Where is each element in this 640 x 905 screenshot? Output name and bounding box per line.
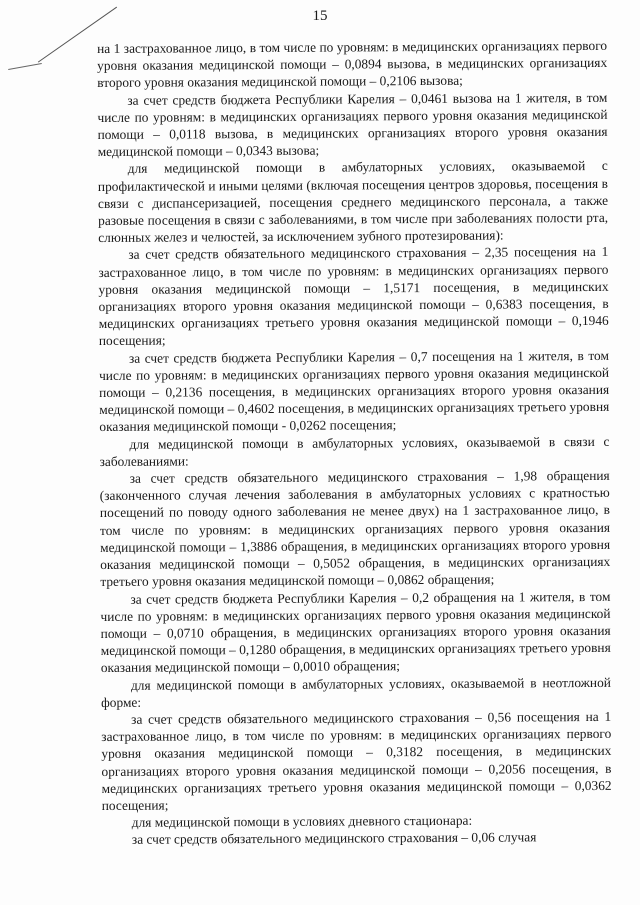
paragraph: за счет средств обязательного медицинского страхования – 0,56 посещения на 1 застрахованное лицо, в том числе по уровням: в медицинских организациях первого уровня оказания медицинской помощи – 0,3182 посещения, в медицинских организациях второго уровня оказания медицинской помощи – 0,2056 посещения, в медицинских организациях третьего уровня оказания медицинской помощи – 0,0362 посещения; [101,708,612,813]
paragraph: за счет средств обязательного медицинского страхования – 2,35 посещения на 1 застрахованное лицо, в том числе по уровням: в медицинских организациях первого уровня оказания медицинской помощи – 1,5171 посещения, в медицинских организациях второго уровня оказания медицинской помощи – 0,6383 посещения, в медицинских организациях третьего уровня оказания медицинской помощи – 0,1946 посещения; [98,244,609,349]
paragraph: для медицинской помощи в амбулаторных условиях, оказываемой в связи с заболеваниями: [99,433,610,469]
paragraph: за счет средств бюджета Республики Карелия – 0,7 посещения на 1 жителя, в том числе по уровням: в медицинских организациях первого уровня оказания медицинской помощи – 0,2136 посещения, в медицинских организациях второго уровня оказания медицинской помощи – 0,4602 посещения, в медицинских организациях третьего уровня оказания медицинской помощи - 0,0262 посещения; [99,347,610,435]
paragraph: для медицинской помощи в амбулаторных условиях, оказываемой с профилактической и иными целями (включая посещения центров здоровья, посещения в связи с диспансеризацией, посещения среднего медицинского персонала, а также разовые посещения в связи с заболеваниями, в том числе при заболеваниях полости рта, слюнных желез и челюстей, за исключением зубного протезирования): [97,158,609,246]
paragraph: для медицинской помощи в амбулаторных условиях, оказываемой в неотложной форме: [100,674,611,710]
paragraph: за счет средств бюджета Республики Карелия – 0,0461 вызова на 1 жителя, в том числе по уровням: в медицинских организациях первого уровня оказания медицинской помощи – 0,0118 вызова, в медицинских организациях второго уровня оказания медицинской помощи – 0,0343 вызова; [97,89,608,160]
paragraph: на 1 застрахованное лицо, в том числе по уровням: в медицинских организациях первого уровня оказания медицинской помощи – 0,0894 вызова, в медицинских организациях второго уровня оказания медицинской помощи – 0,2106 вызова; [97,37,608,91]
document-body [97,37,612,849]
paragraph: для медицинской помощи в условиях дневного стационара: [131,812,473,830]
page-number: 15 [312,8,328,24]
paragraph: за счет средств обязательного медицинского страхования – 0,06 случая [131,829,537,848]
paragraph: за счет средств обязательного медицинского страхования – 1,98 обращения (законченного случая лечения заболевания в амбулаторных условиях с кратностью посещений по поводу одного заболевания не менее двух) на 1 застрахованное лицо, в том числе по уровням: в медицинских организациях первого уровня оказания медицинской помощи – 1,3886 обращения, в медицинских организациях второго уровня оказания медицинской помощи – 0,5052 обращения, в медицинских организациях третьего уровня оказания медицинской помощи – 0,0862 обращения; [99,467,611,590]
paragraph: за счет средств бюджета Республики Карелия – 0,2 обращения на 1 жителя, в том числе по уровням: в медицинских организациях первого уровня оказания медицинской помощи – 0,0710 обращения, в медицинских организациях второго уровня оказания медицинской помощи – 0,1280 обращения, в медицинских организациях третьего уровня оказания медицинской помощи – 0,0010 обращения; [100,588,611,676]
scan-artifact-mark [8,63,42,70]
